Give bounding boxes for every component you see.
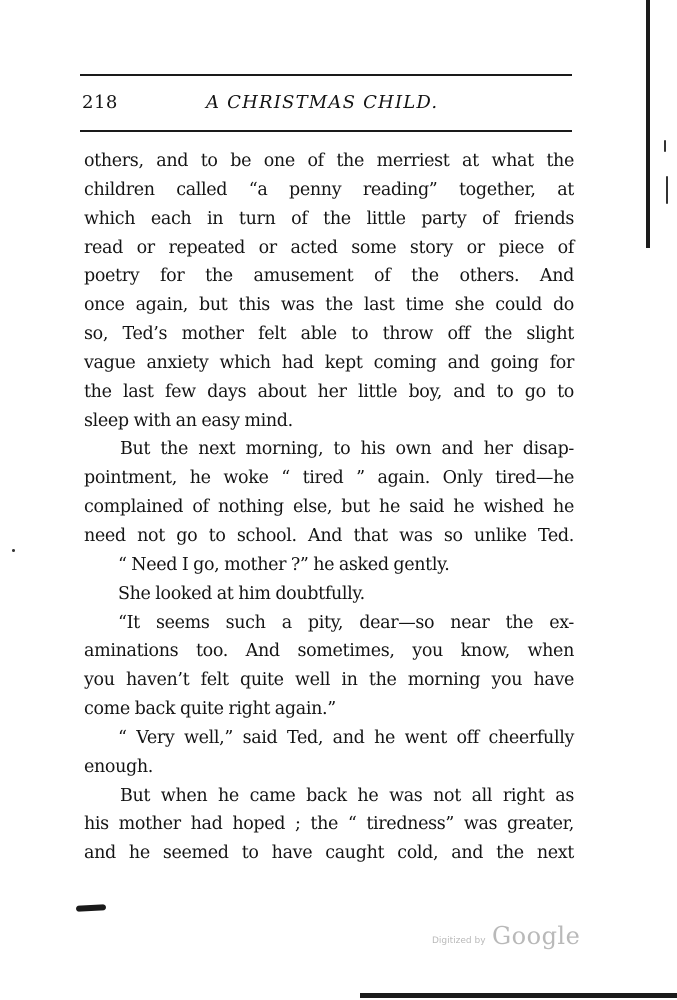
scan-speck [664, 140, 666, 152]
text-line: She looked at him doubtfully. [118, 583, 365, 604]
text-line: children called “a penny reading” together, at [84, 179, 574, 200]
text-line: “ Very well,” said Ted, and he went off cheerfully [118, 727, 574, 748]
google-logo: Google [492, 922, 581, 950]
text-line: complained of nothing else, but he said he wished he [84, 497, 574, 518]
text-line: which each in turn of the little party of friends [84, 208, 574, 229]
text-line: so, Ted’s mother felt able to throw off the slight [84, 324, 574, 345]
text-line: “ Need I go, mother ?” he asked gently. [118, 554, 450, 575]
scan-binding-shadow [646, 0, 650, 248]
text-line: enough. [84, 756, 154, 777]
text-line: aminations too. And sometimes, you know, when [84, 641, 574, 662]
page-number: 218 [82, 92, 118, 113]
text-line: poetry for the amusement of the others. And [84, 266, 574, 287]
body-text [84, 147, 574, 868]
ink-smudge [76, 904, 106, 912]
scan-speck [666, 176, 668, 204]
digitized-watermark [432, 922, 582, 956]
text-line: vague anxiety which had kept coming and going for [84, 352, 574, 373]
running-title: A CHRISTMAS CHILD. [206, 92, 439, 113]
text-line: others, and to be one of the merriest at what the [84, 151, 574, 171]
text-line: once again, but this was the last time she could do [84, 295, 574, 316]
scan-page-edge [360, 993, 677, 998]
text-line: his mother had hoped ; the “ tiredness” was greater, [84, 814, 574, 835]
text-line: read or repeated or acted some story or piece of [84, 237, 574, 258]
text-line: sleep with an easy mind. [84, 410, 293, 431]
text-line: you haven’t felt quite well in the morning you have [84, 670, 574, 691]
text-line: “It seems such a pity, dear—so near the ex- [118, 612, 574, 633]
header-rule [80, 130, 572, 132]
text-line: pointment, he woke “ tired ” again. Only tired—he [84, 468, 574, 489]
running-head [82, 92, 572, 118]
scan-speck [12, 549, 15, 552]
text-line: come back quite right again.” [84, 699, 336, 720]
text-line: But when he came back he was not all right as [120, 785, 574, 806]
text-line: But the next morning, to his own and her disap- [120, 439, 574, 460]
text-line: and he seemed to have caught cold, and the next [84, 843, 574, 864]
text-line: need not go to school. And that was so unlike Ted. [84, 525, 574, 546]
text-line: the last few days about her little boy, and to go to [84, 381, 574, 402]
watermark-caption: Digitized by [432, 936, 486, 946]
top-rule [80, 74, 572, 76]
